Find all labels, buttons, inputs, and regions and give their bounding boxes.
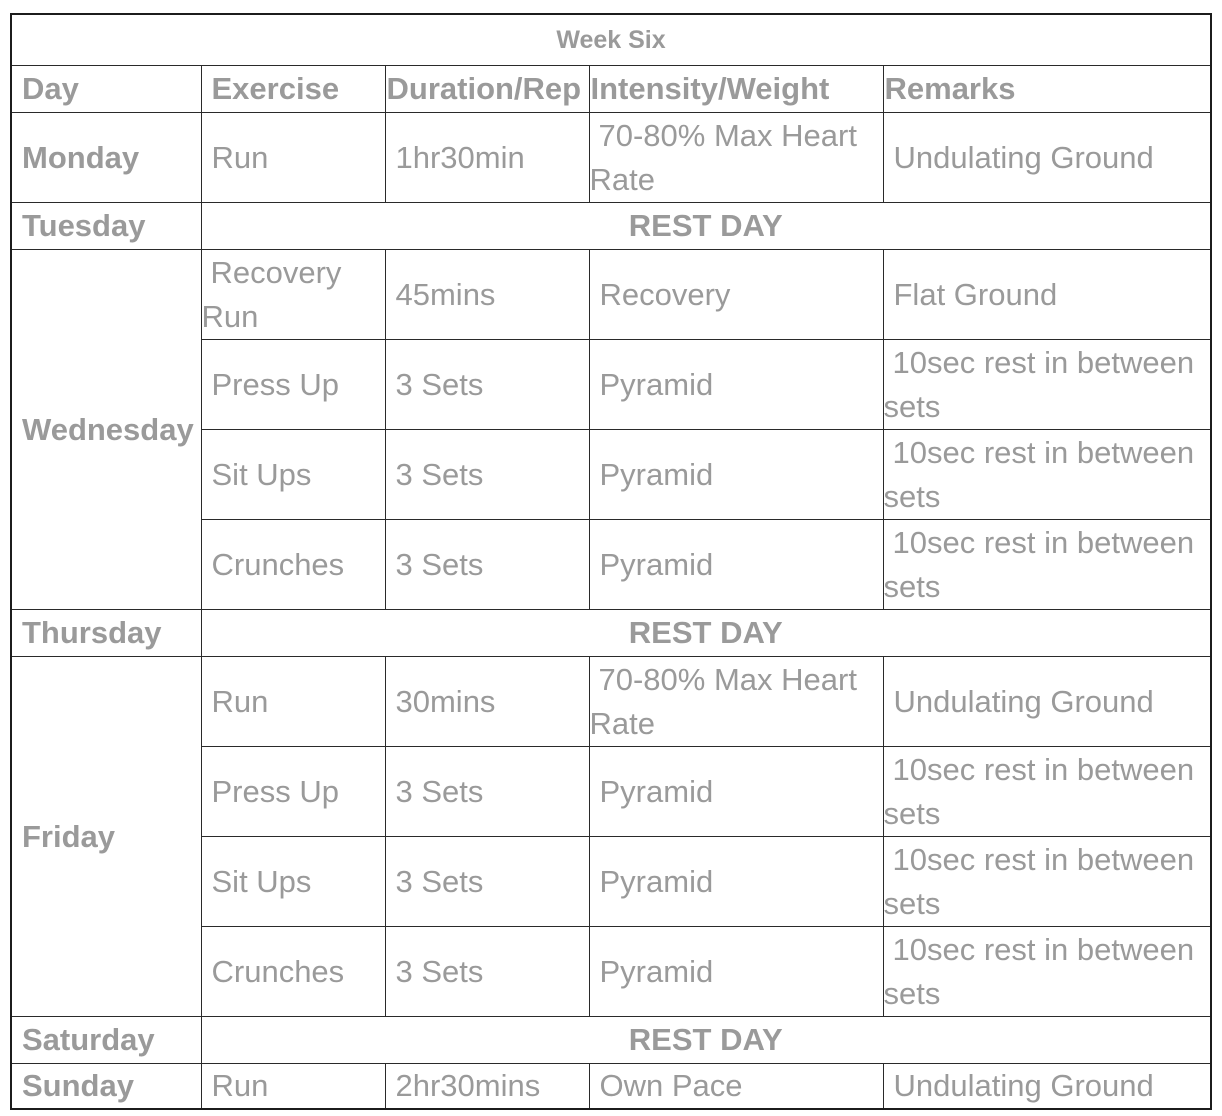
- exercise-cell: Press Up: [201, 747, 385, 837]
- intensity-cell: Pyramid: [589, 340, 883, 430]
- duration-cell: 30mins: [385, 657, 589, 747]
- duration-cell: 3 Sets: [385, 340, 589, 430]
- title-row: [11, 14, 1211, 66]
- intensity-cell: [589, 113, 883, 203]
- rest-day-cell: REST DAY: [201, 203, 1211, 250]
- table-title: Week Six: [11, 14, 1211, 66]
- exercise-text: Recovery Run: [201, 254, 342, 334]
- intensity-cell: Pyramid: [589, 520, 883, 610]
- remarks-cell: Undulating Ground: [883, 113, 1211, 203]
- table-row: [11, 113, 1211, 203]
- day-tuesday: Tuesday: [11, 203, 201, 250]
- exercise-cell: Crunches: [201, 520, 385, 610]
- intensity-cell: Pyramid: [589, 430, 883, 520]
- table-row: [11, 610, 1211, 657]
- remarks-cell: Undulating Ground: [883, 1064, 1211, 1110]
- remarks-text: 10sec rest in between sets: [883, 524, 1195, 604]
- exercise-cell: Run: [201, 1064, 385, 1110]
- intensity-cell: Recovery: [589, 250, 883, 340]
- intensity-text: 70-80% Max Heart Rate: [589, 117, 857, 197]
- table-row: [11, 250, 1211, 340]
- intensity-cell: Pyramid: [589, 747, 883, 837]
- header-intensity: Intensity/Weight: [589, 66, 883, 113]
- remarks-cell: [883, 520, 1211, 610]
- exercise-cell: Crunches: [201, 927, 385, 1017]
- duration-cell: 3 Sets: [385, 837, 589, 927]
- remarks-text: 10sec rest in between sets: [883, 751, 1195, 831]
- duration-cell: 3 Sets: [385, 520, 589, 610]
- intensity-text: 70-80% Max Heart Rate: [589, 661, 857, 741]
- header-row: [11, 66, 1211, 113]
- remarks-text: 10sec rest in between sets: [883, 931, 1195, 1011]
- day-wednesday: Wednesday: [11, 250, 201, 610]
- day-thursday: Thursday: [11, 610, 201, 657]
- table-row: [11, 203, 1211, 250]
- table-row: [11, 1017, 1211, 1064]
- duration-cell: 3 Sets: [385, 430, 589, 520]
- day-friday: Friday: [11, 657, 201, 1017]
- exercise-cell: Sit Ups: [201, 430, 385, 520]
- duration-cell: 1hr30min: [385, 113, 589, 203]
- exercise-cell: [201, 250, 385, 340]
- rest-day-cell: REST DAY: [201, 1017, 1211, 1064]
- remarks-cell: [883, 837, 1211, 927]
- header-remarks: Remarks: [883, 66, 1211, 113]
- duration-cell: 45mins: [385, 250, 589, 340]
- exercise-cell: Sit Ups: [201, 837, 385, 927]
- exercise-cell: Press Up: [201, 340, 385, 430]
- remarks-cell: [883, 430, 1211, 520]
- week-six-workout-table: [10, 13, 1212, 1110]
- exercise-cell: Run: [201, 113, 385, 203]
- remarks-text: 10sec rest in between sets: [883, 434, 1195, 514]
- remarks-cell: Undulating Ground: [883, 657, 1211, 747]
- intensity-cell: Pyramid: [589, 837, 883, 927]
- day-monday: Monday: [11, 113, 201, 203]
- day-saturday: Saturday: [11, 1017, 201, 1064]
- intensity-cell: Pyramid: [589, 927, 883, 1017]
- intensity-cell: [589, 657, 883, 747]
- table-row: [11, 657, 1211, 747]
- remarks-cell: [883, 927, 1211, 1017]
- workout-table-container: [10, 13, 1212, 1110]
- header-duration: Duration/Rep: [385, 66, 589, 113]
- duration-cell: 3 Sets: [385, 927, 589, 1017]
- remarks-cell: [883, 340, 1211, 430]
- header-day: Day: [11, 66, 201, 113]
- rest-day-cell: REST DAY: [201, 610, 1211, 657]
- exercise-cell: Run: [201, 657, 385, 747]
- day-sunday: Sunday: [11, 1064, 201, 1110]
- duration-cell: 3 Sets: [385, 747, 589, 837]
- remarks-text: 10sec rest in between sets: [883, 344, 1195, 424]
- remarks-cell: Flat Ground: [883, 250, 1211, 340]
- remarks-text: 10sec rest in between sets: [883, 841, 1195, 921]
- remarks-cell: [883, 747, 1211, 837]
- header-exercise: Exercise: [201, 66, 385, 113]
- duration-cell: 2hr30mins: [385, 1064, 589, 1110]
- intensity-cell: Own Pace: [589, 1064, 883, 1110]
- table-row: [11, 1064, 1211, 1110]
